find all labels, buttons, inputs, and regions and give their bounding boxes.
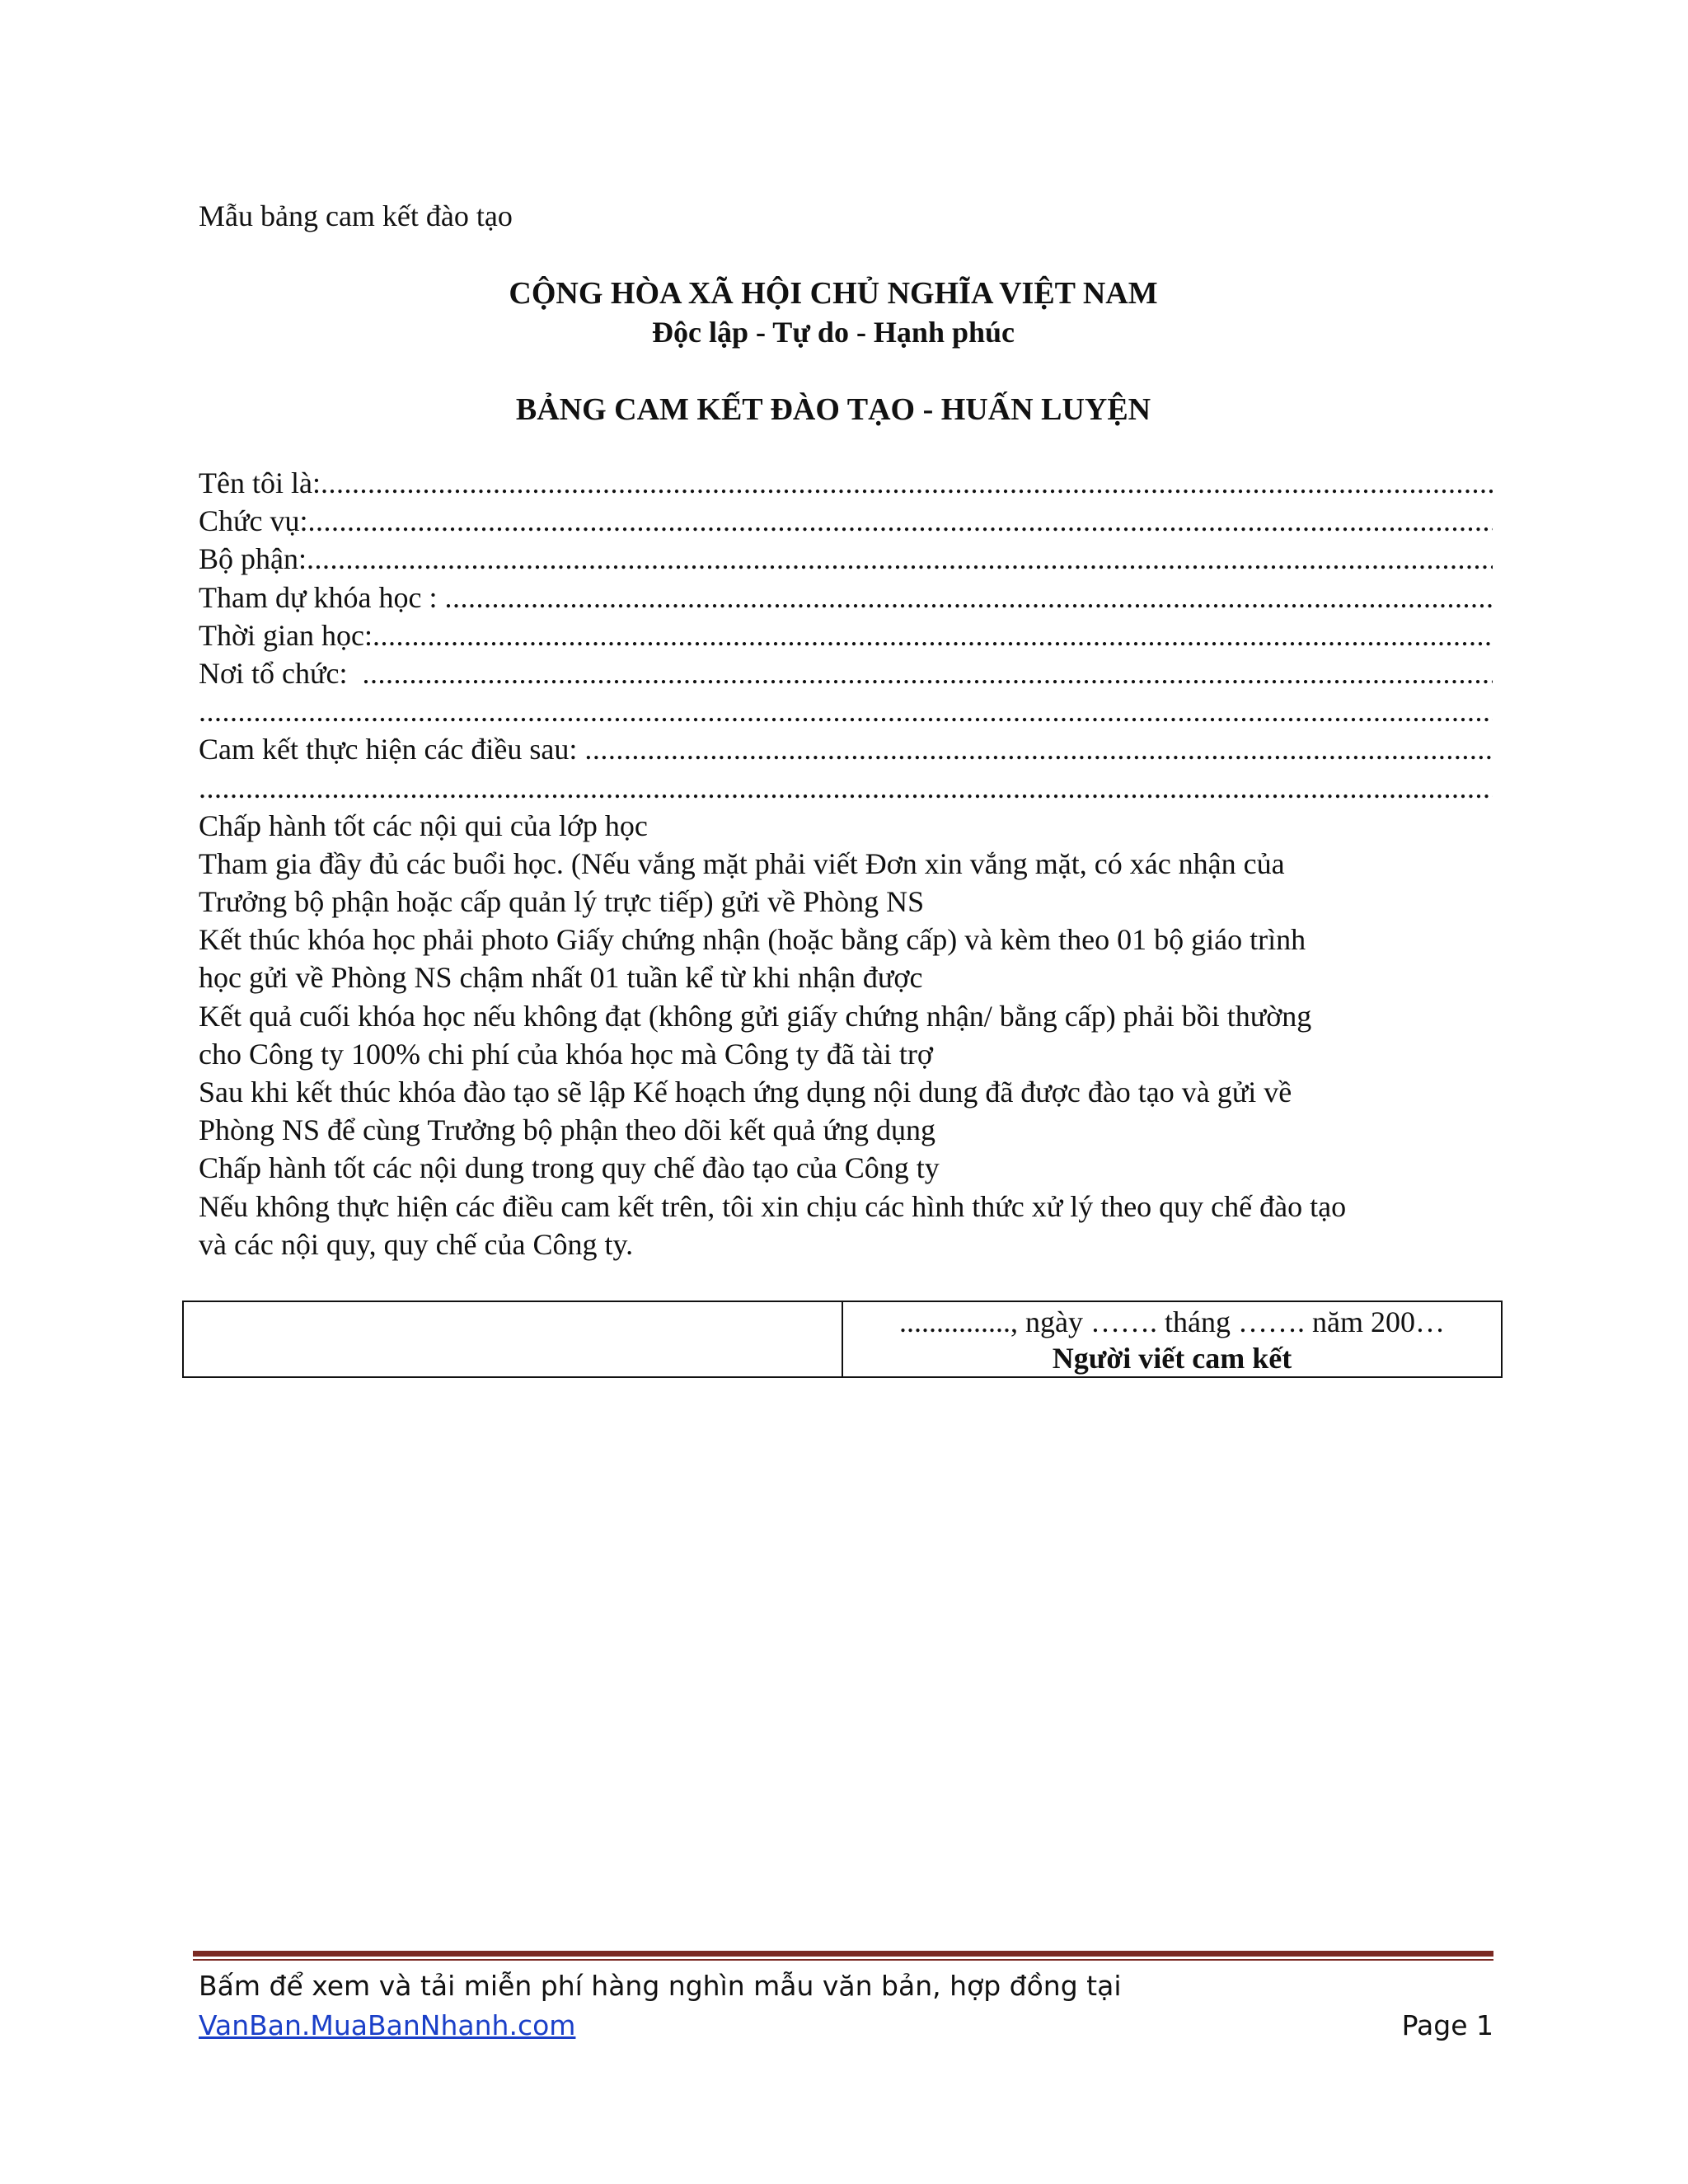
footer-website-link[interactable]: VanBan.MuaBanNhanh.com (199, 2009, 576, 2041)
footer-text: Bấm để xem và tải miễn phí hàng nghìn mẫu văn bản, hợp đồng tại (199, 1970, 1122, 2002)
commitment-line: Phòng NS để cùng Trưởng bộ phận theo dõi kết quả ứng dụng (199, 1113, 936, 1147)
commitment-line: cho Công ty 100% chi phí của khóa học mà Công ty đã tài trợ (199, 1037, 933, 1071)
fill-in-line (363, 654, 1493, 692)
field-label: Nơi tổ chức: (199, 656, 363, 690)
signature-table (182, 1301, 1503, 1378)
fill-in-line (308, 502, 1493, 540)
page-number: Page 1 (1401, 2009, 1493, 2041)
document-label: Mẫu bảng cam kết đào tạo (199, 199, 513, 232)
commitment-line: Chấp hành tốt các nội qui của lớp học (199, 808, 648, 842)
fill-in-line (373, 616, 1493, 654)
field-study-time (199, 616, 1493, 654)
field-venue-continued (199, 692, 1493, 730)
footer-divider (193, 1951, 1493, 1961)
commitment-line: Kết thúc khóa học phải photo Giấy chứng nhận (hoặc bằng cấp) và kèm theo 01 bộ giáo trình (199, 923, 1306, 957)
signature-date-line: ..............., ngày ……. tháng ……. năm 200… (899, 1305, 1445, 1338)
field-course (199, 579, 1493, 616)
form-body (199, 464, 1493, 1263)
field-label: Tên tôi là: (199, 466, 321, 499)
form-title: BẢNG CAM KẾT ĐÀO TẠO - HUẤN LUYỆN (515, 392, 1151, 427)
signature-title: Người viết cam kết (1052, 1342, 1292, 1375)
commitment-line: Chấp hành tốt các nội dung trong quy chế đào tạo của Công ty (199, 1151, 940, 1185)
fill-in-line (321, 464, 1493, 502)
field-position (199, 502, 1493, 540)
commitment-line: học gửi về Phòng NS chậm nhất 01 tuần kể từ khi nhận được (199, 961, 923, 995)
fill-in-line (307, 540, 1493, 578)
signature-empty-cell (184, 1302, 843, 1376)
fill-in-line (199, 692, 1493, 730)
field-label: Cam kết thực hiện các điều sau: (199, 733, 585, 766)
fill-in-line (444, 579, 1493, 616)
field-name (199, 464, 1493, 502)
commitment-line: Tham gia đầy đủ các buổi học. (Nếu vắng mặt phải viết Đơn xin vắng mặt, có xác nhận của (199, 846, 1285, 880)
commitment-line: Sau khi kết thúc khóa đào tạo sẽ lập Kế hoạch ứng dụng nội dung đã được đào tạo và gửi về (199, 1076, 1292, 1108)
fill-in-line (584, 730, 1493, 768)
fill-in-line (199, 769, 1493, 807)
commitment-line: Trưởng bộ phận hoặc cấp quản lý trực tiếp) gửi về Phòng NS (199, 885, 925, 919)
signature-cell (843, 1302, 1501, 1376)
national-title: CỘNG HÒA XÃ HỘI CHỦ NGHĨA VIỆT NAM (509, 276, 1158, 311)
commitment-line: Kết quả cuối khóa học nếu không đạt (không gửi giấy chứng nhận/ bằng cấp) phải bồi thường (199, 999, 1312, 1033)
commitment-line: Nếu không thực hiện các điều cam kết trên, tôi xin chịu các hình thức xử lý theo quy chế đào tạo (199, 1189, 1347, 1223)
field-label: Bộ phận: (199, 542, 307, 576)
field-commitments-continued (199, 769, 1493, 807)
field-label: Chức vụ: (199, 504, 308, 538)
commitment-line: và các nội quy, quy chế của Công ty. (199, 1227, 634, 1261)
field-department (199, 540, 1493, 578)
field-venue (199, 654, 1493, 692)
field-commitments (199, 730, 1493, 768)
motto: Độc lập - Tự do - Hạnh phúc (651, 316, 1015, 349)
field-label: Tham dự khóa học : (199, 580, 445, 614)
field-label: Thời gian học: (199, 618, 373, 652)
